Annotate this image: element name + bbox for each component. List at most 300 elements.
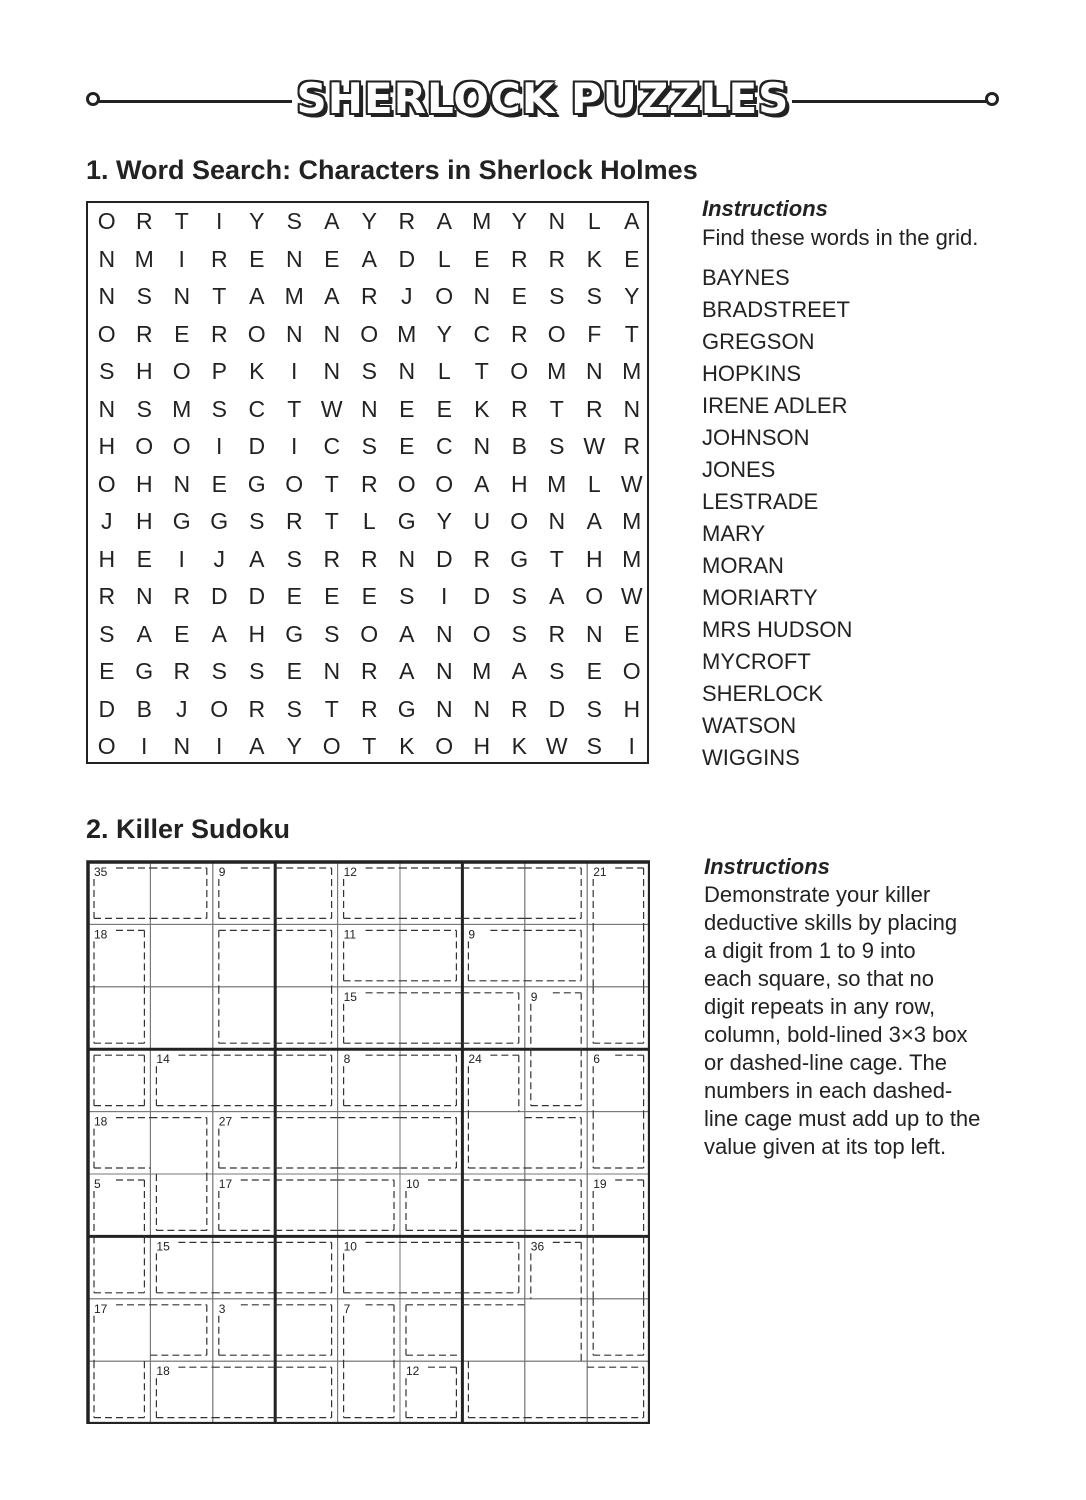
sudoku-cell <box>525 1112 587 1174</box>
grid-letter: R <box>585 395 603 422</box>
grid-letter: O <box>472 620 491 647</box>
page-title: SHERLOCK PUZZLES <box>296 74 790 123</box>
grid-letter: R <box>210 320 228 347</box>
grid-letter: B <box>136 695 152 722</box>
sudoku-cell <box>275 987 337 1049</box>
grid-letter: G <box>510 545 529 572</box>
grid-letter: G <box>285 620 304 647</box>
grid-letter: N <box>435 620 453 647</box>
sudoku-cell <box>275 924 337 986</box>
grid-letter: N <box>473 433 491 459</box>
sudoku-cell <box>275 1049 337 1111</box>
grid-letter: T <box>549 545 564 572</box>
sudoku-cell <box>150 1112 212 1174</box>
grid-letter: O <box>585 583 604 609</box>
sudoku-border <box>88 862 650 1424</box>
grid-letter: P <box>211 358 227 384</box>
sudoku-cell <box>462 1112 524 1174</box>
instruction-line: or dashed-line cage. The <box>704 1050 947 1075</box>
cage-sum-label: 12 <box>343 865 357 879</box>
grid-letter: A <box>399 620 415 647</box>
word-list-item: WATSON <box>702 713 797 738</box>
grid-letter: K <box>474 395 490 422</box>
sudoku-cell <box>213 987 275 1049</box>
grid-letter: A <box>399 658 415 684</box>
grid-letter: E <box>136 545 152 572</box>
grid-letter: N <box>585 620 603 647</box>
grid-letter: E <box>99 658 115 684</box>
word-list-item: WIGGINS <box>702 745 800 770</box>
grid-letter: M <box>547 358 567 384</box>
grid-letter: D <box>98 695 116 722</box>
word-search-grid <box>86 201 649 764</box>
cage-sum-label: 18 <box>94 1114 108 1129</box>
grid-letter: I <box>216 733 223 759</box>
grid-letter: L <box>587 208 601 234</box>
grid-letter: N <box>98 245 116 272</box>
grid-letter: R <box>473 545 491 572</box>
cage-sum-label: 6 <box>593 1052 600 1067</box>
grid-letter: Y <box>436 320 452 347</box>
grid-letter: A <box>136 620 152 647</box>
grid-letter: N <box>323 320 341 347</box>
grid-letter: M <box>622 545 642 572</box>
grid-letter: T <box>474 358 489 384</box>
grid-letter: D <box>473 583 491 609</box>
word-search-instructions-text: Find these words in the grid. <box>702 225 979 250</box>
grid-letter: C <box>435 433 453 459</box>
grid-letter: A <box>249 283 265 309</box>
grid-letter: O <box>435 470 454 497</box>
grid-letter: A <box>474 470 490 497</box>
grid-letter: A <box>249 733 265 759</box>
grid-letter: A <box>624 208 640 234</box>
grid-letter: L <box>437 245 451 272</box>
sudoku-cell <box>462 987 524 1049</box>
sudoku-cell <box>400 862 462 924</box>
grid-letter: H <box>585 545 603 572</box>
sudoku-instructions-text <box>704 881 1044 1161</box>
grid-letter: E <box>249 245 265 272</box>
grid-letter: R <box>173 658 191 684</box>
grid-letter: S <box>286 208 302 234</box>
grid-letter: H <box>623 695 641 722</box>
word-search-heading: 1. Word Search: Characters in Sherlock Holmes <box>86 155 698 185</box>
instruction-line: digit repeats in any row, <box>704 994 936 1019</box>
grid-letter: S <box>549 658 565 684</box>
sudoku-cell <box>400 1299 462 1361</box>
sudoku-cell <box>88 1236 150 1298</box>
grid-letter: I <box>628 733 635 759</box>
grid-letter: C <box>248 395 266 422</box>
grid-letter: M <box>547 470 567 497</box>
grid-letter: G <box>135 658 154 684</box>
sudoku-cell <box>275 1236 337 1298</box>
grid-letter: K <box>511 733 527 759</box>
cage-sum-label: 3 <box>218 1301 226 1316</box>
grid-letter: E <box>624 620 640 647</box>
grid-letter: O <box>360 620 379 647</box>
grid-letter: N <box>98 283 116 309</box>
grid-letter: L <box>437 358 451 384</box>
instruction-line: numbers in each dashed- <box>704 1078 953 1103</box>
grid-letter: T <box>362 733 377 759</box>
grid-letter: Y <box>286 733 302 759</box>
sudoku-cell <box>150 1174 212 1236</box>
grid-letter: M <box>172 395 192 422</box>
sudoku-cell <box>462 1174 524 1236</box>
grid-letter: D <box>248 583 266 609</box>
sudoku-cell <box>275 1112 337 1174</box>
cage-sum-label: 19 <box>593 1177 607 1191</box>
grid-letter: S <box>211 395 227 422</box>
grid-letter: E <box>324 245 340 272</box>
sudoku-cell <box>525 862 587 924</box>
grid-letter: Y <box>436 508 452 534</box>
grid-letter: I <box>441 583 448 609</box>
cage-sum-label: 15 <box>156 1239 170 1254</box>
sudoku-cell <box>150 862 212 924</box>
cage-sum-label: 18 <box>156 1364 170 1379</box>
grid-letter: T <box>549 395 564 422</box>
sudoku-cell <box>88 1361 150 1423</box>
grid-letter: N <box>473 695 491 722</box>
grid-letter: R <box>248 695 266 722</box>
grid-letter: N <box>435 695 453 722</box>
grid-letter: R <box>135 208 153 234</box>
sudoku-cell <box>213 1361 275 1423</box>
grid-letter: O <box>360 320 379 347</box>
grid-letter: S <box>211 658 227 684</box>
grid-letter: R <box>98 583 116 609</box>
grid-letter: Y <box>624 283 640 309</box>
instruction-line: deductive skills by placing <box>704 910 958 935</box>
grid-letter: S <box>136 283 152 309</box>
grid-letter: Y <box>361 208 377 234</box>
grid-letter: O <box>97 470 116 497</box>
grid-letter: N <box>398 358 416 384</box>
sudoku-cell <box>213 1236 275 1298</box>
grid-letter: S <box>249 658 265 684</box>
grid-letter: G <box>397 695 416 722</box>
cage-sum-label: 17 <box>94 1301 108 1316</box>
grid-letter: H <box>473 733 491 759</box>
grid-letter: G <box>247 470 266 497</box>
grid-letter: S <box>361 433 377 459</box>
grid-letter: I <box>291 358 298 384</box>
grid-letter: D <box>548 695 566 722</box>
grid-letter: I <box>291 433 298 459</box>
sudoku-cell <box>462 1299 524 1361</box>
killer-sudoku-grid <box>86 860 650 1424</box>
sudoku-cell <box>525 924 587 986</box>
instruction-line: a digit from 1 to 9 into <box>704 938 916 963</box>
grid-letter: M <box>622 358 642 384</box>
grid-letter: S <box>286 695 302 722</box>
grid-letter: O <box>97 733 116 759</box>
right-rule <box>792 100 986 103</box>
grid-letter: O <box>172 358 191 384</box>
instruction-line: Demonstrate your killer <box>704 882 931 907</box>
grid-letter: O <box>135 433 154 459</box>
cage-sum-label: 10 <box>343 1239 357 1254</box>
grid-letter: E <box>174 320 190 347</box>
grid-letter: E <box>586 658 602 684</box>
grid-letter: E <box>399 433 415 459</box>
sudoku-cell <box>525 1049 587 1111</box>
grid-letter: I <box>216 208 223 234</box>
grid-letter: R <box>548 620 566 647</box>
grid-letter: N <box>473 283 491 309</box>
cage-sum-label: 9 <box>218 865 226 879</box>
grid-letter: M <box>397 320 417 347</box>
grid-letter: M <box>134 245 154 272</box>
grid-letter: A <box>249 545 265 572</box>
grid-letter: R <box>548 245 566 272</box>
grid-letter: S <box>586 283 602 309</box>
grid-letter: R <box>360 695 378 722</box>
grid-letter: R <box>510 395 528 422</box>
grid-letter: R <box>173 583 191 609</box>
sudoku-cell <box>587 1299 649 1361</box>
grid-letter: B <box>511 433 527 459</box>
grid-letter: R <box>135 320 153 347</box>
sudoku-cell <box>587 1236 649 1298</box>
sudoku-cell <box>150 924 212 986</box>
cage-sum-label: 8 <box>343 1052 351 1067</box>
grid-letter: R <box>623 433 641 459</box>
grid-letter: A <box>211 620 227 647</box>
sudoku-cell <box>213 1049 275 1111</box>
instruction-line: value given at its top left. <box>704 1134 947 1159</box>
word-list-item: GREGSON <box>702 329 815 354</box>
grid-letter: E <box>436 395 452 422</box>
grid-letter: N <box>135 583 153 609</box>
grid-letter: S <box>549 283 565 309</box>
grid-letter: O <box>97 208 116 234</box>
grid-letter: K <box>586 245 602 272</box>
sudoku-cell <box>150 1299 212 1361</box>
grid-letter: T <box>324 695 339 722</box>
grid-letter: O <box>97 320 116 347</box>
grid-letter: A <box>361 245 377 272</box>
grid-letter: R <box>360 470 378 497</box>
grid-letter: O <box>510 358 529 384</box>
sudoku-cell <box>587 1361 649 1423</box>
grid-letter: T <box>324 508 339 534</box>
sudoku-cell <box>525 1299 587 1361</box>
grid-letter: S <box>249 508 265 534</box>
grid-letter: A <box>586 508 602 534</box>
grid-letter: O <box>547 320 566 347</box>
grid-letter: O <box>510 508 529 534</box>
cage-sum-label: 11 <box>343 927 357 942</box>
grid-letter: O <box>397 470 416 497</box>
killer-sudoku-heading: 2. Killer Sudoku <box>86 814 291 844</box>
grid-letter: R <box>510 695 528 722</box>
cage-sum-label: 12 <box>406 1364 420 1379</box>
grid-letter: T <box>624 320 639 347</box>
cage-sum-label: 15 <box>343 989 357 1004</box>
cage-sum-label: 5 <box>94 1177 101 1191</box>
word-list-item: MORAN <box>702 553 784 578</box>
grid-letter: J <box>176 695 188 722</box>
right-ring-icon <box>985 92 999 106</box>
grid-letter: R <box>510 245 528 272</box>
grid-letter: I <box>178 245 185 272</box>
grid-letter: O <box>172 433 191 459</box>
cage-sum-label: 9 <box>530 989 538 1004</box>
word-list <box>702 262 1042 774</box>
sudoku-cell <box>275 1361 337 1423</box>
grid-letter: D <box>398 245 416 272</box>
sudoku-cell <box>88 1049 150 1111</box>
word-list-item: LESTRADE <box>702 489 819 514</box>
sudoku-cell <box>400 1112 462 1174</box>
grid-letter: S <box>99 620 115 647</box>
grid-letter: O <box>435 733 454 759</box>
word-search-instructions-heading: Instructions <box>702 196 828 221</box>
word-list-item: HOPKINS <box>702 361 802 386</box>
word-list-item: BAYNES <box>702 265 790 290</box>
grid-letter: G <box>172 508 191 534</box>
grid-letter: J <box>101 508 113 534</box>
sudoku-cell <box>88 987 150 1049</box>
cage-sum-label: 7 <box>343 1301 351 1316</box>
sudoku-cell <box>275 1299 337 1361</box>
grid-letter: R <box>360 283 378 309</box>
grid-letter: N <box>360 395 378 422</box>
grid-letter: N <box>98 395 116 422</box>
grid-letter: N <box>173 283 191 309</box>
cage-sum-label: 14 <box>156 1052 170 1067</box>
grid-letter: K <box>399 733 415 759</box>
grid-letter: Y <box>249 208 265 234</box>
grid-letter: S <box>286 545 302 572</box>
instruction-line: line cage must add up to the <box>704 1106 981 1131</box>
grid-letter: N <box>548 508 566 534</box>
sudoku-cell <box>462 1361 524 1423</box>
cage-sum-label: 35 <box>94 865 108 879</box>
sudoku-cell <box>400 1049 462 1111</box>
grid-letter: G <box>210 508 229 534</box>
grid-letter: W <box>620 583 643 609</box>
grid-letter: R <box>398 208 416 234</box>
grid-letter: J <box>401 283 413 309</box>
grid-letter: O <box>435 283 454 309</box>
grid-letter: O <box>210 695 229 722</box>
grid-letter: N <box>323 358 341 384</box>
grid-letter: H <box>135 508 153 534</box>
grid-letter: L <box>362 508 376 534</box>
grid-letter: R <box>323 545 341 572</box>
word-list-item: BRADSTREET <box>702 297 850 322</box>
grid-letter: H <box>98 545 116 572</box>
sudoku-cell <box>213 924 275 986</box>
grid-letter: O <box>285 470 304 497</box>
instruction-line: each square, so that no <box>704 966 934 991</box>
grid-letter: S <box>99 358 115 384</box>
grid-letter: E <box>361 583 377 609</box>
grid-letter: S <box>586 733 602 759</box>
grid-letter: M <box>472 208 492 234</box>
grid-letter: R <box>360 545 378 572</box>
grid-letter: C <box>473 320 491 347</box>
sudoku-cell <box>338 1174 400 1236</box>
grid-letter: W <box>620 470 643 497</box>
grid-letter: W <box>545 733 568 759</box>
cage-sum-label: 10 <box>406 1177 420 1191</box>
grid-letter: T <box>287 395 302 422</box>
grid-letter: O <box>247 320 266 347</box>
grid-letter: E <box>324 583 340 609</box>
grid-letter: H <box>135 358 153 384</box>
grid-letter: E <box>211 470 227 497</box>
grid-letter: O <box>622 658 641 684</box>
grid-letter: E <box>399 395 415 422</box>
sudoku-cell <box>525 1361 587 1423</box>
sudoku-instructions-heading: Instructions <box>704 854 830 879</box>
sudoku-cell <box>400 1236 462 1298</box>
grid-letter: R <box>285 508 303 534</box>
word-list-item: MRS HUDSON <box>702 617 853 642</box>
sudoku-cell <box>150 987 212 1049</box>
grid-letter: R <box>210 245 228 272</box>
grid-letter: S <box>399 583 415 609</box>
sudoku-cell <box>275 862 337 924</box>
grid-letter: D <box>248 433 266 459</box>
grid-letter: A <box>324 208 340 234</box>
grid-letter: R <box>510 320 528 347</box>
grid-letter: J <box>213 545 225 572</box>
grid-letter: H <box>135 470 153 497</box>
grid-letter: T <box>212 283 227 309</box>
grid-letter: K <box>249 358 265 384</box>
page-header <box>0 70 1086 130</box>
grid-letter: N <box>585 358 603 384</box>
grid-letter: S <box>361 358 377 384</box>
cage-sum-label: 17 <box>218 1177 233 1191</box>
grid-letter: S <box>511 583 527 609</box>
grid-letter: S <box>136 395 152 422</box>
grid-letter: N <box>285 245 303 272</box>
sudoku-cell <box>462 862 524 924</box>
grid-letter: E <box>174 620 190 647</box>
grid-letter: O <box>322 733 341 759</box>
grid-letter: F <box>587 320 602 347</box>
grid-letter: N <box>173 733 191 759</box>
grid-letter: R <box>360 658 378 684</box>
cage-sum-label: 21 <box>593 865 607 879</box>
grid-letter: D <box>435 545 453 572</box>
word-list-item: SHERLOCK <box>702 681 824 706</box>
grid-letter: W <box>320 395 343 422</box>
grid-letter: T <box>324 470 339 497</box>
word-list-item: IRENE ADLER <box>702 393 848 418</box>
grid-letter: N <box>398 545 416 572</box>
cage-sum-label: 18 <box>94 927 108 942</box>
grid-letter: S <box>586 695 602 722</box>
word-list-item: MYCROFT <box>702 649 811 674</box>
cage-sum-label: 36 <box>530 1239 545 1254</box>
grid-letter: A <box>511 658 527 684</box>
grid-letter: M <box>472 658 492 684</box>
grid-letter: A <box>436 208 452 234</box>
grid-letter: N <box>623 395 641 422</box>
sudoku-cell <box>462 1236 524 1298</box>
grid-letter: I <box>216 433 223 459</box>
sudoku-cell <box>587 1112 649 1174</box>
